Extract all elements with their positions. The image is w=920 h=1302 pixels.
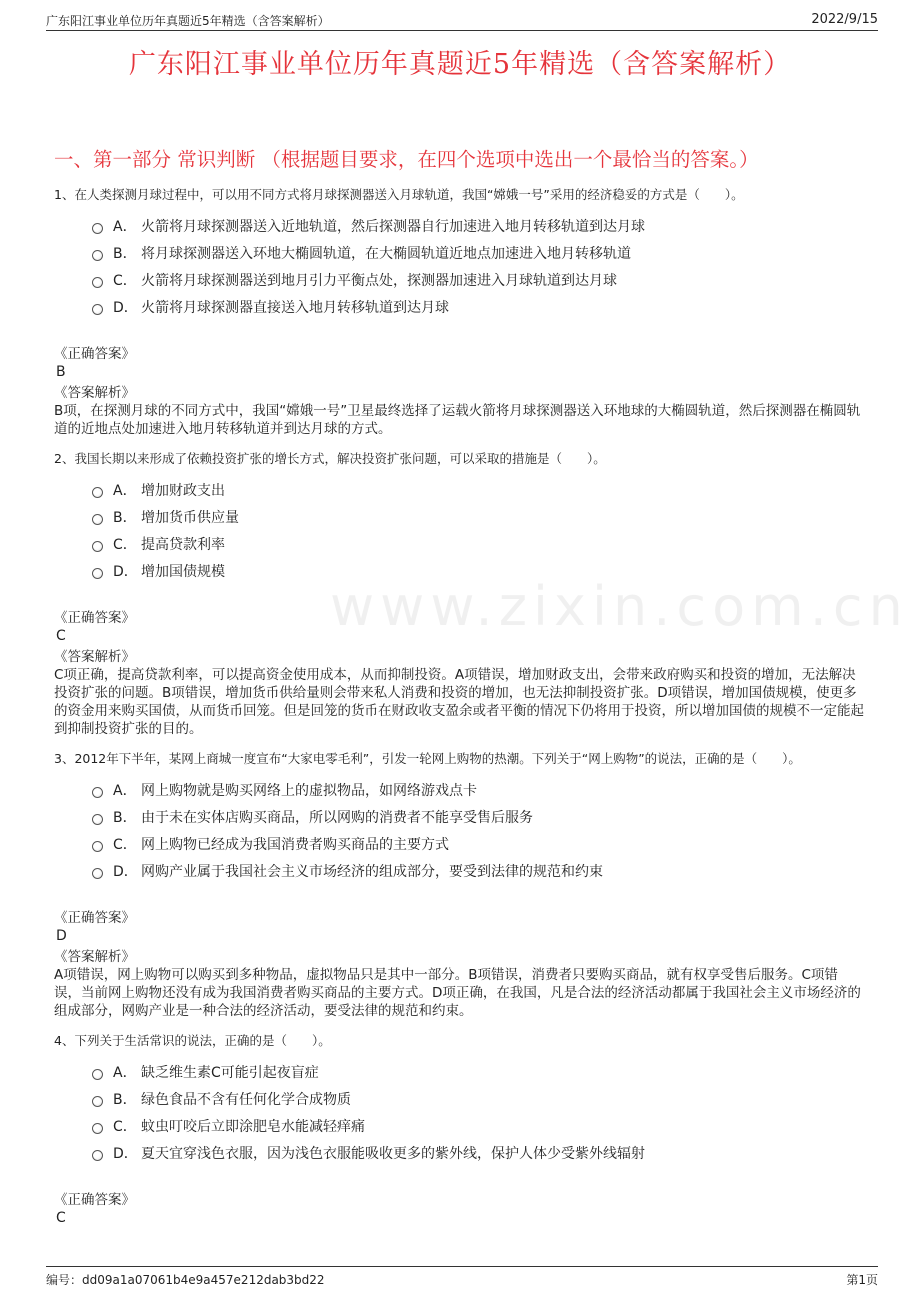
option-d[interactable] (92, 557, 864, 584)
analysis-label: 《答案解析》 (54, 649, 135, 665)
option-key: A． (113, 218, 137, 235)
radio-icon[interactable] (92, 1123, 103, 1134)
radio-icon[interactable] (92, 277, 103, 288)
option-b[interactable] (92, 503, 864, 530)
option-c[interactable] (92, 1112, 864, 1139)
radio-icon[interactable] (92, 1096, 103, 1107)
option-text: 绿色食品不含有任何化学合成物质 (141, 1091, 351, 1108)
option-key: D． (113, 299, 138, 316)
option-key: C． (113, 836, 137, 853)
option-key: D． (113, 563, 138, 580)
option-text: 将月球探测器送入环地大椭圆轨道，在大椭圆轨道近地点加速进入地月转移轨道 (141, 245, 631, 262)
option-key: A． (113, 482, 137, 499)
question-text: 1、在人类探测月球过程中，可以用不同方式将月球探测器送入月球轨道，我国“嫦娥一号”采用的经济稳妥的方式是（ ）。 (54, 187, 744, 202)
analysis-text: A项错误，网上购物可以购买到多种物品，虚拟物品只是其中一部分。B项错误，消费者只要购买商品，就有权享受售后服务。C项错误，当前网上购物还没有成为我国消费者购买商品的主要方式。D项正确，在我国，凡是合法的经济活动都属于我国社会主义市场经济的组成部分，网购产业是一种合法的经济活动，要受法律的规范和约束。 (54, 967, 861, 1019)
radio-icon[interactable] (92, 541, 103, 552)
option-c[interactable] (92, 530, 864, 557)
option-a[interactable] (92, 476, 864, 503)
radio-icon[interactable] (92, 1069, 103, 1080)
option-c[interactable] (92, 266, 864, 293)
option-c[interactable] (92, 830, 864, 857)
option-list (92, 1058, 864, 1166)
option-list (92, 212, 864, 320)
analysis-text: B项，在探测月球的不同方式中，我国“嫦娥一号”卫星最终选择了运载火箭将月球探测器送入环地球的大椭圆轨道，然后探测器在椭圆轨道的近地点处加速进入地月转移轨道并到达月球的方式。 (54, 403, 861, 437)
radio-icon[interactable] (92, 568, 103, 579)
question-block (54, 186, 864, 438)
option-text: 火箭将月球探测器直接送入地月转移轨道到达月球 (141, 299, 449, 316)
radio-icon[interactable] (92, 841, 103, 852)
header-date: 2022/9/15 (811, 12, 878, 27)
option-text: 网上购物就是购买网络上的虚拟物品，如网络游戏点卡 (141, 782, 477, 799)
radio-icon[interactable] (92, 814, 103, 825)
question-text: 4、下列关于生活常识的说法，正确的是（ ）。 (54, 1033, 331, 1048)
option-key: B． (113, 245, 137, 262)
option-text: 增加国债规模 (141, 563, 225, 580)
option-key: B． (113, 1091, 137, 1108)
page-header (46, 12, 878, 31)
option-b[interactable] (92, 239, 864, 266)
answer-label: 《正确答案》 (54, 610, 135, 626)
analysis-text: C项正确，提高贷款利率，可以提高资金使用成本，从而抑制投资。A项错误，增加财政支出，会带来政府购买和投资的增加，无法解决投资扩张的问题。B项错误，增加货币供给量则会带来私人消费和投资的增加，也无法抑制投资扩张。D项错误，增加国债规模，使更多的资金用来购买国债，从而货币回笼。但是回笼的货币在财政收支盈余或者平衡的情况下仍将用于投资，所以增加国债的规模不一定能起到抑制投资扩张的目的。 (54, 667, 864, 737)
option-text: 蚊虫叮咬后立即涂肥皂水能减轻痒痛 (141, 1118, 365, 1135)
answer-label: 《正确答案》 (54, 910, 135, 926)
page-footer (46, 1266, 878, 1291)
radio-icon[interactable] (92, 787, 103, 798)
section-title: 一、第一部分 常识判断 （根据题目要求，在四个选项中选出一个最恰当的答案。） (54, 148, 759, 171)
radio-icon[interactable] (92, 868, 103, 879)
option-a[interactable] (92, 1058, 864, 1085)
page-number: 第1页 (846, 1273, 878, 1287)
option-text: 增加财政支出 (141, 482, 225, 499)
option-list (92, 476, 864, 584)
radio-icon[interactable] (92, 304, 103, 315)
option-key: C． (113, 272, 137, 289)
option-key: B． (113, 509, 137, 526)
answer-label: 《正确答案》 (54, 1192, 135, 1208)
answer-value: D (56, 928, 67, 944)
question-block (54, 750, 864, 1020)
radio-icon[interactable] (92, 250, 103, 261)
watermark: www.zixin.com.cn (330, 575, 909, 638)
question-block (54, 1032, 864, 1227)
answer-value: C (56, 628, 66, 644)
option-text: 火箭将月球探测器送入近地轨道，然后探测器自行加速进入地月转移轨道到达月球 (141, 218, 645, 235)
option-text: 由于未在实体店购买商品，所以网购的消费者不能享受售后服务 (141, 809, 533, 826)
answer-value: B (56, 364, 66, 380)
question-list (54, 186, 864, 1233)
option-text: 提高贷款利率 (141, 536, 225, 553)
option-key: A． (113, 782, 137, 799)
option-text: 火箭将月球探测器送到地月引力平衡点处，探测器加速进入月球轨道到达月球 (141, 272, 617, 289)
option-d[interactable] (92, 1139, 864, 1166)
option-text: 夏天宜穿浅色衣服，因为浅色衣服能吸收更多的紫外线，保护人体少受紫外线辐射 (141, 1145, 645, 1162)
radio-icon[interactable] (92, 487, 103, 498)
radio-icon[interactable] (92, 223, 103, 234)
answer-label: 《正确答案》 (54, 346, 135, 362)
option-list (92, 776, 864, 884)
option-text: 网购产业属于我国社会主义市场经济的组成部分，要受到法律的规范和约束 (141, 863, 603, 880)
option-key: B． (113, 809, 137, 826)
option-key: A． (113, 1064, 137, 1081)
option-a[interactable] (92, 212, 864, 239)
option-d[interactable] (92, 857, 864, 884)
option-key: C． (113, 1118, 137, 1135)
option-d[interactable] (92, 293, 864, 320)
option-text: 增加货币供应量 (141, 509, 239, 526)
option-b[interactable] (92, 803, 864, 830)
question-text: 3、2012年下半年，某网上商城一度宣布“大家电零毛利”，引发一轮网上购物的热潮。下列关于“网上购物”的说法，正确的是（ ）。 (54, 751, 801, 766)
radio-icon[interactable] (92, 1150, 103, 1161)
question-text: 2、我国长期以来形成了依赖投资扩张的增长方式，解决投资扩张问题，可以采取的措施是（ ）。 (54, 451, 606, 466)
option-text: 网上购物已经成为我国消费者购买商品的主要方式 (141, 836, 449, 853)
option-a[interactable] (92, 776, 864, 803)
option-key: C． (113, 536, 137, 553)
question-block (54, 450, 864, 738)
radio-icon[interactable] (92, 514, 103, 525)
option-b[interactable] (92, 1085, 864, 1112)
analysis-label: 《答案解析》 (54, 949, 135, 965)
header-title: 广东阳江事业单位历年真题近5年精选（含答案解析） (46, 14, 330, 28)
answer-value: C (56, 1210, 66, 1226)
analysis-label: 《答案解析》 (54, 385, 135, 401)
option-key: D． (113, 863, 138, 880)
document-code: 编号：dd09a1a07061b4e9a457e212dab3bd22 (46, 1273, 325, 1287)
option-key: D． (113, 1145, 138, 1162)
option-text: 缺乏维生素C可能引起夜盲症 (141, 1064, 319, 1081)
document-title: 广东阳江事业单位历年真题近5年精选（含答案解析） (128, 49, 792, 80)
